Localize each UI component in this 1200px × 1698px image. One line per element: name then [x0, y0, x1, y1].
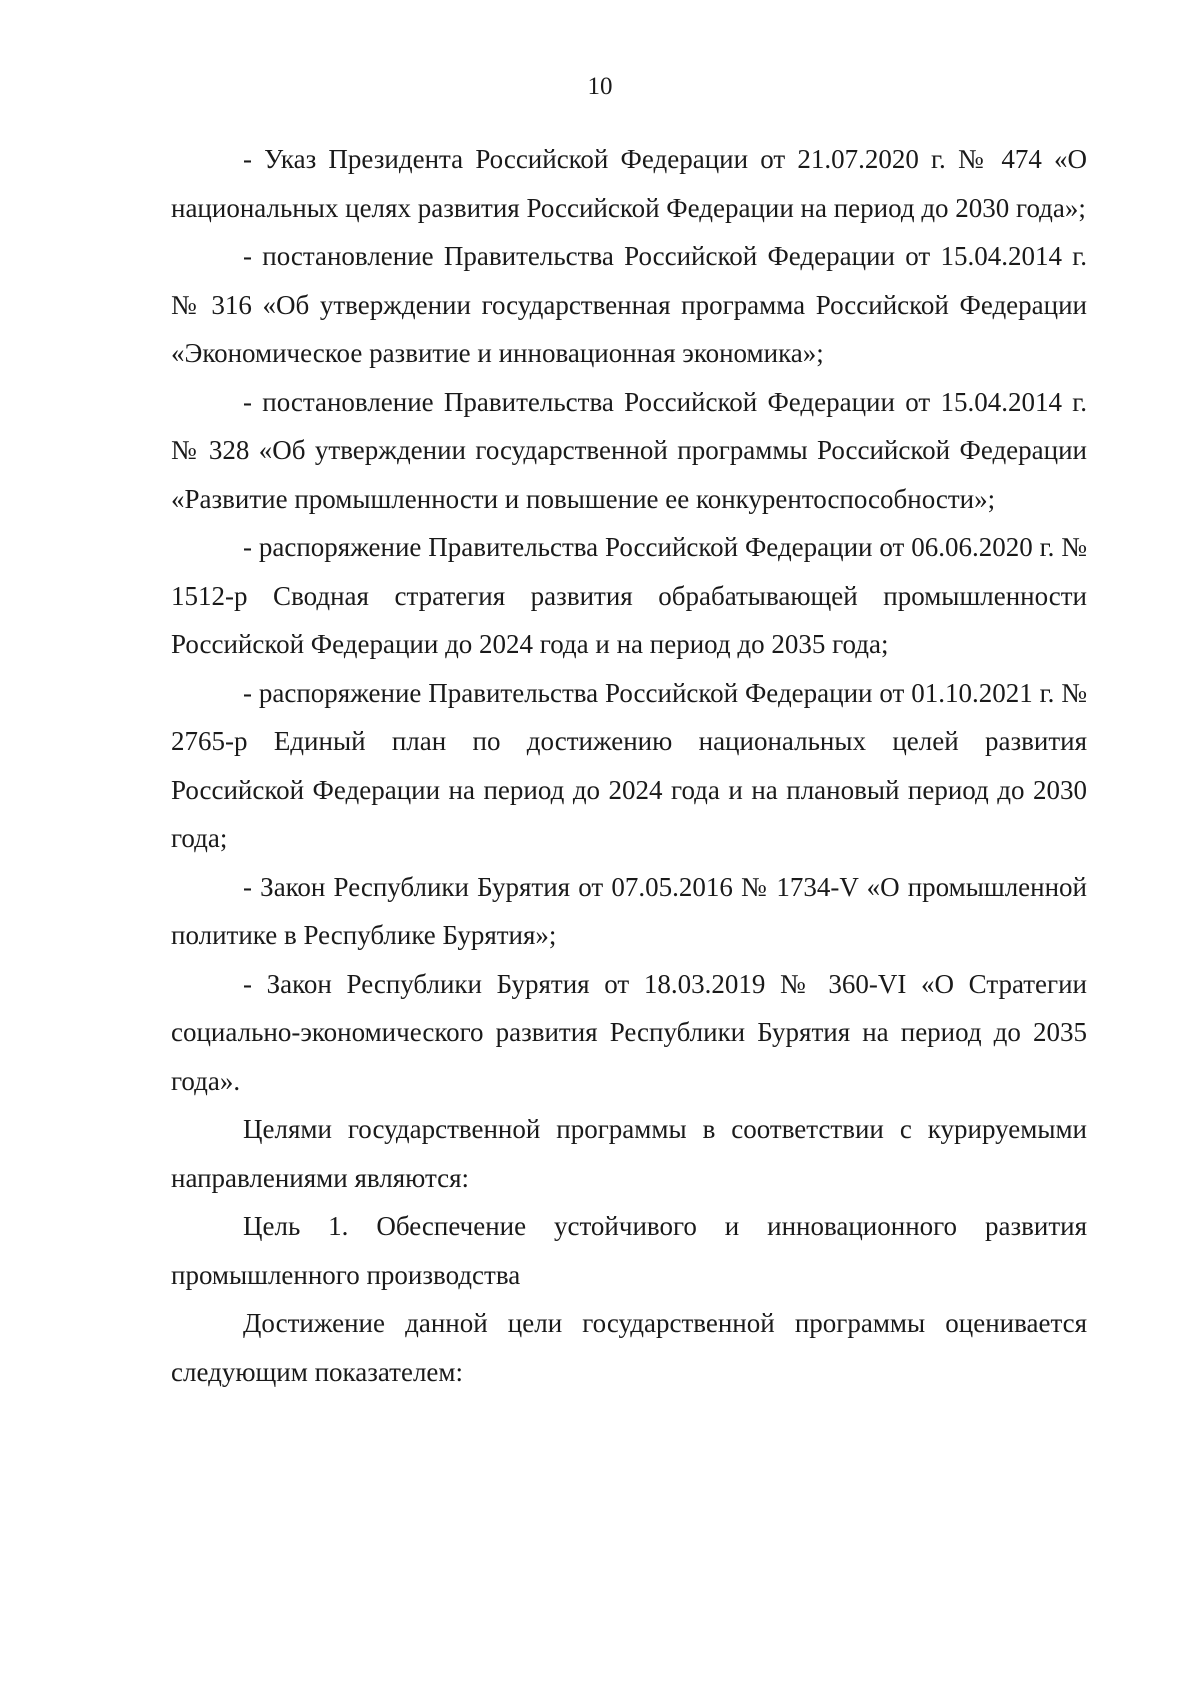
legal-reference-presidential-decree: - Указ Президента Российской Федерации от 21.07.2020 г. № 474 «О национальных целях развития Российской Федерации на период до 2030 года»; — [171, 144, 1087, 223]
goal-1: Цель 1. Обеспечение устойчивого и инновационного развития промышленного производства — [171, 1211, 1087, 1290]
document-body — [171, 135, 1087, 1396]
legal-reference-order-1512: - распоряжение Правительства Российской Федерации от 06.06.2020 г. № 1512-р Сводная стратегия развития обрабатывающей промышленности Российской Федерации до 2024 года и на период до 2035 года; — [171, 532, 1087, 659]
legal-reference-resolution-328: - постановление Правительства Российской Федерации от 15.04.2014 г. № 328 «Об утверждении государственной программы Российской Федерации «Развитие промышленности и повышение ее конкурентоспособности»; — [171, 386, 1087, 514]
legal-reference-resolution-316: - постановление Правительства Российской Федерации от 15.04.2014 г. № 316 «Об утверждении государственная программа Российской Федерации «Экономическое развитие и инновационная экономика»; — [171, 241, 1087, 368]
page-number: 10 — [587, 73, 613, 100]
legal-reference-order-2765: - распоряжение Правительства Российской Федерации от 01.10.2021 г. № 2765-р Единый план по достижению национальных целей развития Российской Федерации на период до 2024 года и на плановый период до 2030 года; — [171, 677, 1087, 853]
legal-reference-law-360: - Закон Республики Бурятия от 18.03.2019 № 360-VI «О Стратегии социально-экономического развития Республики Бурятия на период до 2035 года». — [171, 968, 1087, 1096]
goal-assessment-intro: Достижение данной цели государственной программы оценивается следующим показателем: — [171, 1308, 1087, 1387]
program-goals-intro: Целями государственной программы в соответствии с курируемыми направлениями являются: — [171, 1114, 1087, 1193]
legal-reference-law-1734: - Закон Республики Бурятия от 07.05.2016 № 1734-V «О промышленной политике в Республике Бурятия»; — [171, 871, 1087, 950]
